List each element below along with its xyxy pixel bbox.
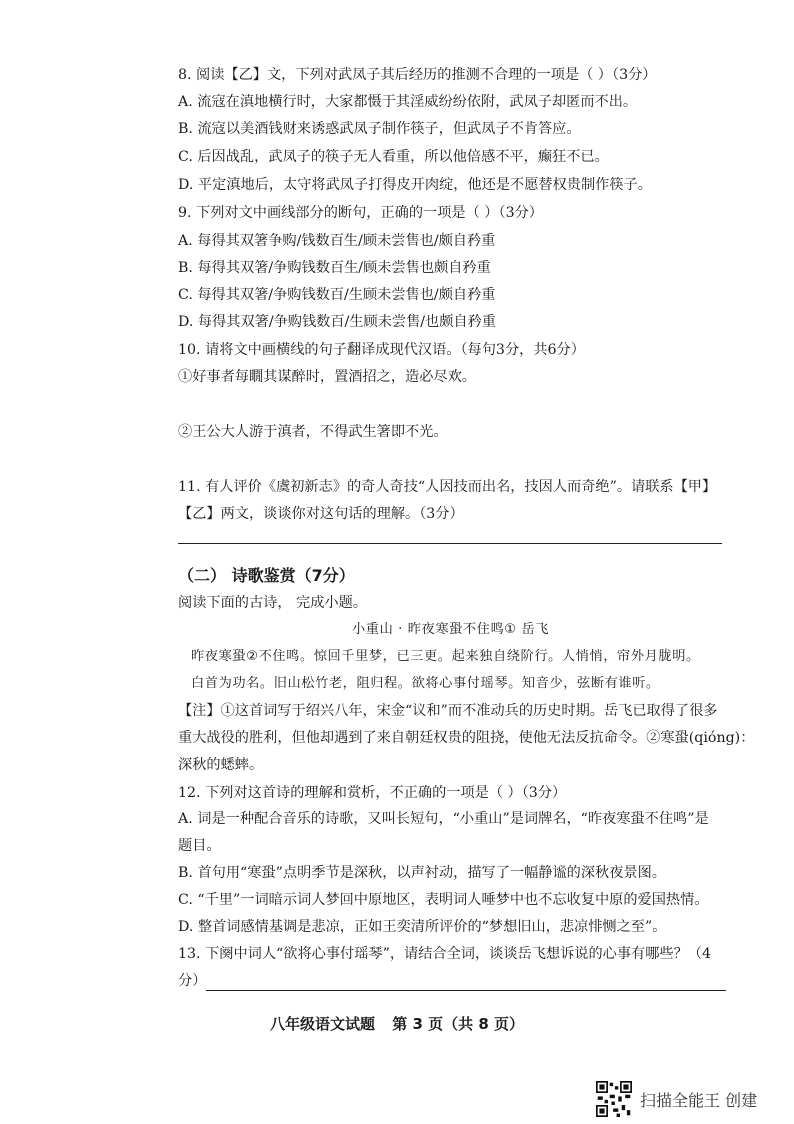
question-9-option-c: C. 每得其双箸/争购钱数百/生顾未尝售也/颇自矜重	[178, 287, 496, 303]
question-9-option-a: A. 每得其双箸争购/钱数百生/顾未尝售也/颇自矜重	[178, 233, 496, 249]
question-8-option-a: A. 流寇在滇地横行时，大家都慑于其淫威纷纷依附，武凤子却匿而不出。	[178, 94, 638, 110]
page-footer	[0, 1013, 794, 1034]
poem-title: 小重山 · 昨夜寒蛩不住鸣① 岳飞	[352, 622, 550, 637]
question-8-option-b: B. 流寇以美酒钱财来诱惑武凤子制作筷子，但武凤子不肯答应。	[178, 121, 581, 137]
poem-line-1: 昨夜寒蛩②不住鸣。惊回千里梦，已三更。起来独自绕阶行。人悄悄，帘外月胧明。	[191, 649, 700, 664]
section-heading-poetry: （二） 诗歌鉴赏（7分）	[178, 566, 355, 585]
question-12-option-a-line-1: A. 词是一种配合音乐的诗歌，又叫长短句，“小重山”是词牌名，“昨夜寒蛩不住鸣”是	[178, 811, 709, 827]
note-line-3: 深秋的蟋蟀。	[178, 757, 264, 773]
question-10: 10. 请将文中画横线的句子翻译成现代汉语。（每句3分，共6分）	[178, 342, 585, 358]
question-8-option-c: C. 后因战乱，武凤子的筷子无人看重，所以他倍感不平，癫狂不已。	[178, 149, 609, 165]
answer-line-q13[interactable]	[206, 990, 726, 991]
question-12-option-d: D. 整首词感情基调是悲凉，正如王奕清所评价的“梦想旧山，悲凉悱恻之至”。	[178, 919, 667, 935]
question-13-line-2: 分）	[178, 973, 207, 989]
qr-code-icon	[596, 1081, 632, 1117]
poem-line-2: 白首为功名。旧山松竹老，阻归程。欲将心事付瑶琴。知音少，弦断有谁听。	[191, 676, 660, 691]
question-13-line-1: 13. 下阕中词人“欲将心事付瑶琴”，请结合全词，谈谈岳飞想诉说的心事有哪些？（4	[178, 946, 711, 962]
footer-subject: 八年级语文试题	[269, 1015, 375, 1033]
question-9-option-d: D. 每得其双箸/争购钱数百/生顾未尝售/也颇自矜重	[178, 314, 496, 330]
scanner-watermark	[596, 1081, 757, 1117]
section-intro: 阅读下面的古诗， 完成小题。	[178, 595, 367, 611]
question-9: 9. 下列对文中画线部分的断句，正确的一项是（ ）（3分）	[178, 205, 543, 221]
question-11-line-1: 11. 有人评价《虞初新志》的奇人奇技“人因技而出名，技因人而奇绝”。请联系【甲】	[178, 479, 717, 495]
question-8: 8. 阅读【乙】文，下列对武凤子其后经历的推测不合理的一项是（ ）（3分）	[178, 67, 657, 83]
question-9-option-b: B. 每得其双箸/争购钱数百生/顾未尝售也颇自矜重	[178, 260, 491, 276]
question-12: 12. 下列对这首诗的理解和赏析，不正确的一项是（ ）（3分）	[178, 785, 567, 801]
question-11-line-2: 【乙】两文，谈谈你对这句话的理解。（3分）	[178, 506, 464, 522]
question-8-option-d: D. 平定滇地后，太守将武凤子打得皮开肉绽，他还是不愿替权贵制作筷子。	[178, 177, 652, 193]
question-12-option-a-line-2: 题目。	[178, 838, 221, 854]
watermark-text: 扫描全能王 创建	[640, 1090, 758, 1110]
note-line-2: 重大战役的胜利，但他却遇到了来自朝廷权贵的阻挠，使他无法反抗命令。②寒蛩(qióng)：	[178, 730, 755, 746]
note-line-1: 【注】①这首词写于绍兴八年，宋金“议和”而不准动兵的历史时期。岳飞已取得了很多	[178, 703, 718, 719]
answer-line-q11[interactable]	[178, 543, 722, 544]
question-10-sentence-2: ②王公大人游于滇者，不得武生箸即不光。	[178, 424, 448, 440]
question-12-option-c: C. “千里”一词暗示词人梦回中原地区，表明词人唾梦中也不忘收复中原的爱国热情。	[178, 892, 709, 908]
footer-page-number: 第 3 页（共 8 页）	[392, 1015, 524, 1033]
question-12-option-b: B. 首句用“寒蛩”点明季节是深秋，以声衬动，描写了一幅静谧的深秋夜景图。	[178, 865, 666, 881]
question-10-sentence-1: ①好事者每瞯其谋醉时，置酒招之，造必尽欢。	[178, 369, 476, 385]
